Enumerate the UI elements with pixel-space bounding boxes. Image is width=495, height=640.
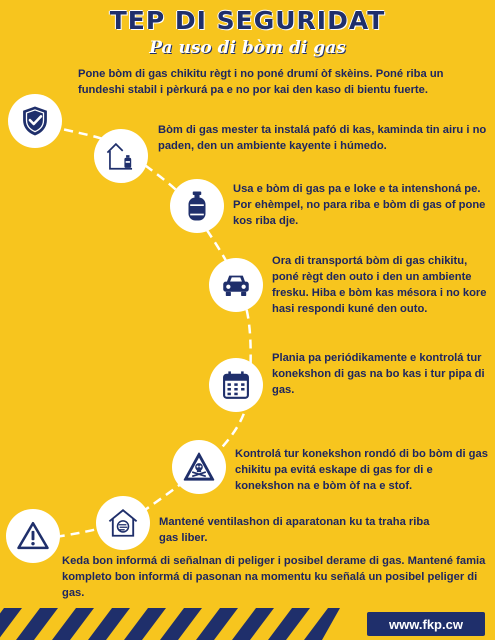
page-title: TEP DI SEGURIDAT: [109, 6, 386, 35]
tip-5-circle: [209, 358, 263, 412]
tip-7-text: Mantené ventilashon di aparatonan ku ta traha riba gas liber.: [159, 516, 430, 544]
tip-3-circle: [170, 179, 224, 233]
house-gas-bottle-icon: [104, 139, 138, 173]
tip-2-circle: [94, 129, 148, 183]
tip-7-circle: [96, 496, 150, 550]
tip-2-text: Bòm di gas mester ta instalá pafó di kas, kaminda tin airu i no paden, den un ambiente kayente i húmedo.: [158, 124, 487, 152]
tip-5-text: Plania pa periódikamente e kontrolá tur konekshon di gas na bo kas i tur pipa di gas.: [272, 352, 485, 396]
website-link[interactable]: www.fkp.cw: [367, 612, 485, 636]
warning-icon: [16, 519, 50, 553]
tip-8-text: Keda bon informá di señalnan di peliger i posibel derame di gas. Mantené famia kompleto bon informá di pasonan na momentu ku señalá un posibel peliger di gas.: [62, 555, 486, 599]
tip-4-circle: [209, 258, 263, 312]
tip-8-circle: [6, 509, 60, 563]
car-icon: [219, 268, 253, 302]
tip-4-text: Ora di transportá bòm di gas chikitu, poné règt den outo i den un ambiente fresku. Hiba e bòm kas mésora i no kore hasi respondi kuné den outo.: [272, 255, 487, 315]
ventilation-house-icon: [106, 506, 140, 540]
gas-cylinder-icon: [180, 189, 214, 223]
hazard-stripes: [0, 608, 340, 640]
tip-1-circle: [8, 94, 62, 148]
poison-warning-icon: [182, 450, 216, 484]
page-subtitle: Pa uso di bòm di gas: [149, 38, 346, 58]
tip-6-text: Kontrolá tur konekshon rondó di bo bòm di gas chikitu pa evitá eskape di gas for di e konekshon na e bòm òf na e stof.: [235, 448, 488, 492]
tip-6-circle: [172, 440, 226, 494]
tip-3-text: Usa e bòm di gas pa e loke e ta intenshoná pe. Por ehèmpel, no para riba e bòm di gas of pone kos riba dje.: [233, 183, 486, 227]
tip-1-text: Pone bòm di gas chikitu règt i no poné drumí òf skèins. Poné riba un fundeshi stabil i pèrkurá pa e no por kai den kaso di bientu fuerte.: [78, 68, 444, 96]
shield-check-icon: [18, 104, 52, 138]
calendar-icon: [219, 368, 253, 402]
